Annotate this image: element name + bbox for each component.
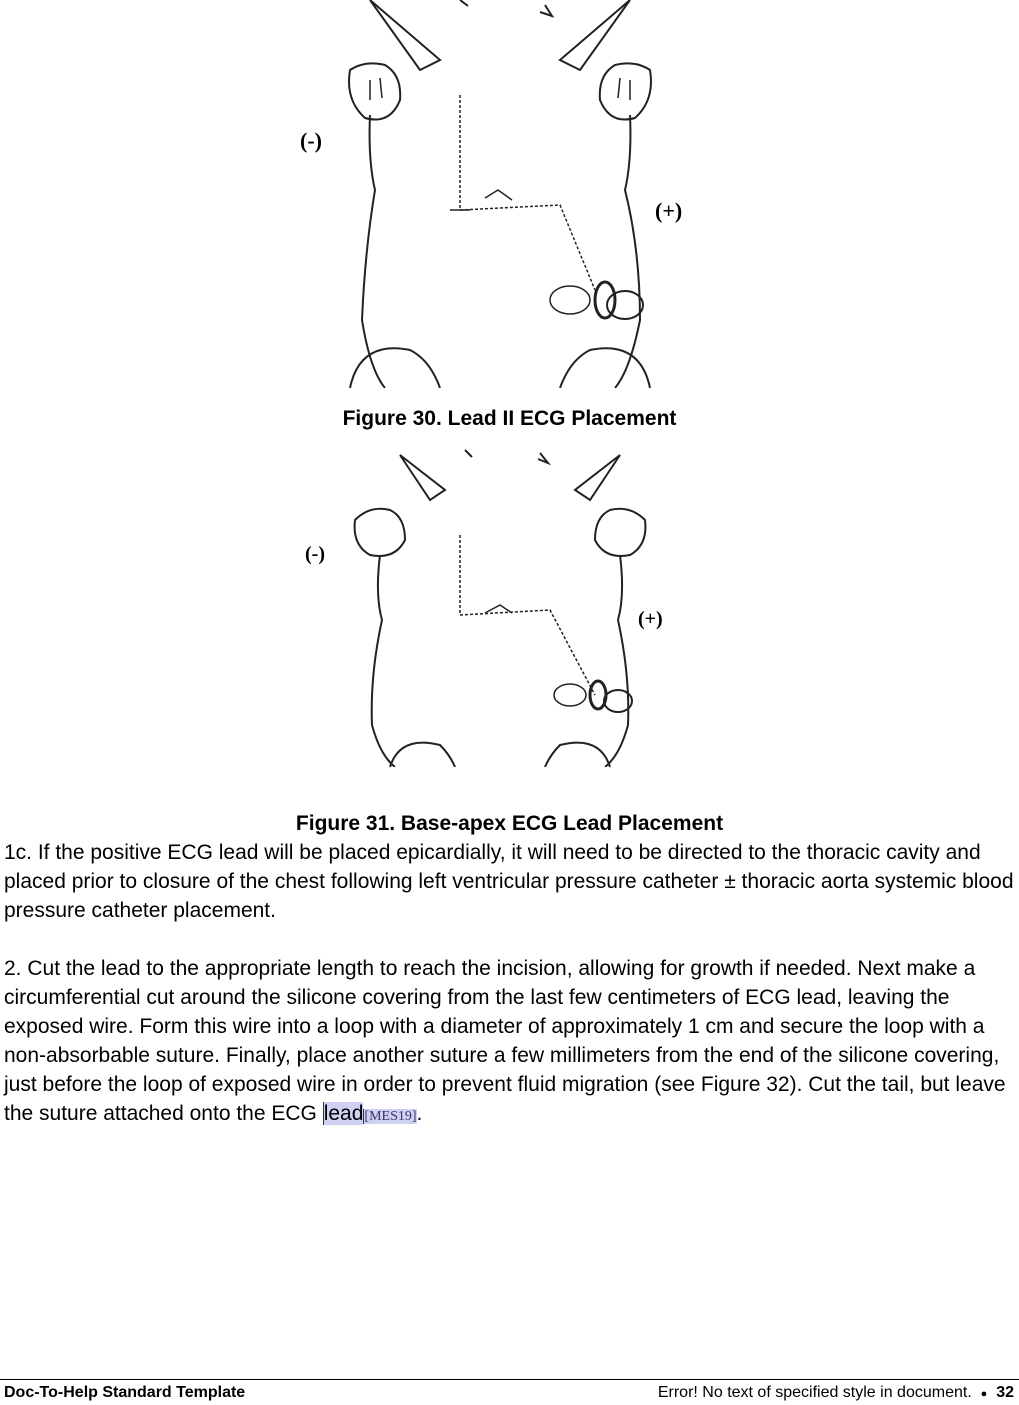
comment-marker[interactable]: [MES19] xyxy=(364,1109,417,1124)
page-number: 32 xyxy=(996,1384,1014,1401)
figure-31-caption: Figure 31. Base-apex ECG Lead Placement xyxy=(295,812,724,835)
paragraph-2-end: . xyxy=(416,1102,423,1125)
figure-30-illustration xyxy=(290,0,710,388)
footer-divider xyxy=(0,1379,1019,1380)
figure-31-illustration xyxy=(300,445,700,767)
figure-31-pos-label: (+) xyxy=(638,608,663,630)
comment-highlight[interactable]: lead xyxy=(323,1102,364,1125)
figure-31-neg-label: (-) xyxy=(305,543,325,565)
footer-style-error: Error! No text of specified style in document. xyxy=(657,1384,972,1401)
paragraph-2-text: 2. Cut the lead to the appropriate length to reach the incision, allowing for growth if needed. Next make a circumferential cut around the silicone covering from the last few centimeters of ECG lead, leaving the exposed wire. Form this wire into a loop with a diameter of approximately 1 cm and secure the loop with a non-absorbable suture. Finally, place another suture a few millimeters from the end of the silicone covering, just before the loop of exposed wire in order to prevent fluid migration (see Figure 32). Cut the tail, but leave the suture attached onto the ECG xyxy=(4,957,1006,1125)
paragraph-1c: 1c. If the positive ECG lead will be placed epicardially, it will need to be directed to the thoracic cavity and placed prior to closure of the chest following left ventricular pressure catheter ± thoracic aorta systemic blood pressure catheter placement. xyxy=(4,841,1014,922)
footer-right xyxy=(658,1384,1014,1402)
footer-bullet: ● xyxy=(980,1388,988,1400)
footer-template-name: Doc-To-Help Standard Template xyxy=(4,1384,246,1401)
figure-30-pos-label: (+) xyxy=(655,198,683,223)
figure-30-neg-label: (-) xyxy=(300,128,322,153)
paragraph-2 xyxy=(4,954,1016,1131)
figure-30-caption: Figure 30. Lead II ECG Placement xyxy=(342,407,677,430)
